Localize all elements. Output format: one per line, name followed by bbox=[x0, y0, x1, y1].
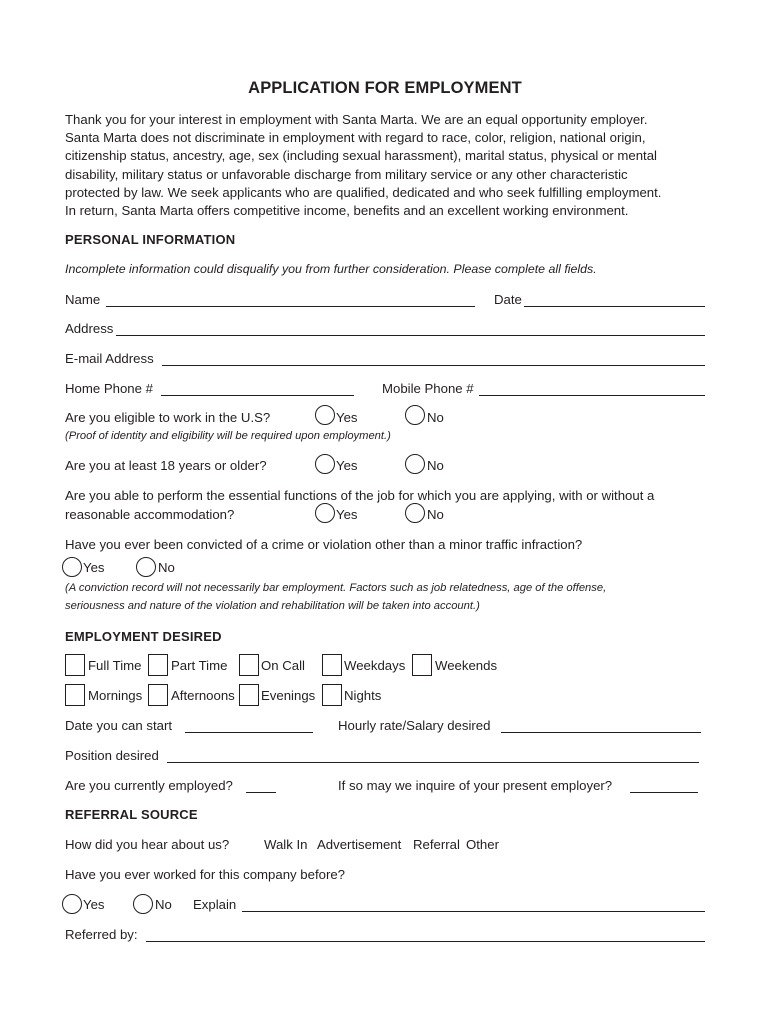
convicted-yes-radio[interactable] bbox=[62, 557, 82, 577]
referred-by-field[interactable] bbox=[146, 941, 705, 942]
employment-desired-heading: EMPLOYMENT DESIRED bbox=[65, 629, 222, 644]
eligible-yes-label: Yes bbox=[336, 410, 358, 425]
afternoons-label: Afternoons bbox=[171, 688, 235, 703]
salary-label: Hourly rate/Salary desired bbox=[338, 718, 491, 733]
age-no-radio[interactable] bbox=[405, 454, 425, 474]
age-yes-label: Yes bbox=[336, 458, 358, 473]
weekdays-label: Weekdays bbox=[344, 658, 406, 673]
position-label: Position desired bbox=[65, 748, 159, 763]
intro-paragraph bbox=[65, 111, 725, 220]
weekdays-checkbox[interactable] bbox=[322, 654, 342, 676]
intro-line: citizenship status, ancestry, age, sex (including sexual harassment), marital status, physical or mental bbox=[65, 148, 657, 164]
intro-line: Thank you for your interest in employment with Santa Marta. We are an equal opportunity employer. bbox=[65, 112, 648, 127]
address-label: Address bbox=[65, 321, 114, 336]
eligible-no-label: No bbox=[427, 410, 444, 425]
position-field[interactable] bbox=[167, 762, 699, 763]
part-time-label: Part Time bbox=[171, 658, 228, 673]
intro-line: protected by law. We seek applicants who are qualified, dedicated and who seek fulfilling employment. bbox=[65, 184, 662, 200]
essential-no-label: No bbox=[427, 507, 444, 522]
personal-info-note: Incomplete information could disqualify you from further consideration. Please complete all fields. bbox=[65, 262, 597, 276]
option-walk-in[interactable]: Walk In bbox=[264, 837, 308, 852]
worked-before-yes-radio[interactable] bbox=[62, 894, 82, 914]
worked-before-no-radio[interactable] bbox=[133, 894, 153, 914]
inquire-label: If so may we inquire of your present employer? bbox=[338, 778, 613, 793]
name-label: Name bbox=[65, 292, 101, 307]
age-question: Are you at least 18 years or older? bbox=[65, 458, 267, 473]
worked-before-no-label: No bbox=[155, 897, 172, 912]
worked-before-question: Have you ever worked for this company before? bbox=[65, 867, 346, 882]
name-field[interactable] bbox=[106, 306, 475, 307]
explain-field[interactable] bbox=[242, 911, 705, 912]
full-time-checkbox[interactable] bbox=[65, 654, 85, 676]
email-field[interactable] bbox=[162, 365, 705, 366]
email-label: E-mail Address bbox=[65, 351, 154, 366]
personal-info-heading: PERSONAL INFORMATION bbox=[65, 232, 236, 247]
eligible-no-radio[interactable] bbox=[405, 405, 425, 425]
essential-question-line2: reasonable accommodation? bbox=[65, 507, 235, 522]
referred-by-label: Referred by: bbox=[65, 927, 138, 942]
home-phone-label: Home Phone # bbox=[65, 381, 153, 396]
mobile-phone-field[interactable] bbox=[479, 395, 705, 396]
employed-field[interactable] bbox=[246, 792, 276, 793]
inquire-field[interactable] bbox=[630, 792, 698, 793]
mornings-label: Mornings bbox=[88, 688, 143, 703]
option-advertisement[interactable]: Advertisement bbox=[317, 837, 402, 852]
essential-yes-radio[interactable] bbox=[315, 503, 335, 523]
explain-label: Explain bbox=[193, 897, 237, 912]
hear-about-label: How did you hear about us? bbox=[65, 837, 230, 852]
age-yes-radio[interactable] bbox=[315, 454, 335, 474]
convicted-note-line1: (A conviction record will not necessarily bar employment. Factors such as job relatedness, age of the offense, bbox=[65, 582, 607, 594]
on-call-label: On Call bbox=[261, 658, 305, 673]
part-time-checkbox[interactable] bbox=[148, 654, 168, 676]
option-other[interactable]: Other bbox=[466, 837, 499, 852]
referral-source-heading: REFERRAL SOURCE bbox=[65, 807, 198, 822]
intro-line: disability, military status or unfavorable discharge from military service or any other characteristic bbox=[65, 166, 628, 182]
convicted-yes-label: Yes bbox=[83, 560, 105, 575]
convicted-no-label: No bbox=[158, 560, 175, 575]
weekends-checkbox[interactable] bbox=[412, 654, 432, 676]
intro-line: In return, Santa Marta offers competitive income, benefits and an excellent working environment. bbox=[65, 203, 629, 219]
form-title: APPLICATION FOR EMPLOYMENT bbox=[248, 79, 522, 97]
evenings-label: Evenings bbox=[261, 688, 316, 703]
mobile-phone-label: Mobile Phone # bbox=[382, 381, 474, 396]
eligible-question: Are you eligible to work in the U.S? bbox=[65, 410, 271, 425]
intro-line: Santa Marta does not discriminate in employment with regard to race, color, religion, national origin, bbox=[65, 130, 646, 146]
convicted-no-radio[interactable] bbox=[136, 557, 156, 577]
evenings-checkbox[interactable] bbox=[239, 684, 259, 706]
on-call-checkbox[interactable] bbox=[239, 654, 259, 676]
option-referral[interactable]: Referral bbox=[413, 837, 460, 852]
worked-before-yes-label: Yes bbox=[83, 897, 105, 912]
age-no-label: No bbox=[427, 458, 444, 473]
nights-label: Nights bbox=[344, 688, 382, 703]
start-date-field[interactable] bbox=[185, 732, 313, 733]
essential-question-line1: Are you able to perform the essential functions of the job for which you are applying, with or without a bbox=[65, 488, 655, 503]
afternoons-checkbox[interactable] bbox=[148, 684, 168, 706]
nights-checkbox[interactable] bbox=[322, 684, 342, 706]
address-field[interactable] bbox=[116, 335, 705, 336]
date-label: Date bbox=[494, 292, 522, 307]
start-date-label: Date you can start bbox=[65, 718, 173, 733]
eligible-yes-radio[interactable] bbox=[315, 405, 335, 425]
employed-label: Are you currently employed? bbox=[65, 778, 233, 793]
full-time-label: Full Time bbox=[88, 658, 142, 673]
essential-yes-label: Yes bbox=[336, 507, 358, 522]
weekends-label: Weekends bbox=[435, 658, 498, 673]
date-field[interactable] bbox=[524, 306, 705, 307]
convicted-note-line2: seriousness and nature of the violation and rehabilitation will be taken into account.) bbox=[65, 600, 480, 612]
mornings-checkbox[interactable] bbox=[65, 684, 85, 706]
eligible-note: (Proof of identity and eligibility will be required upon employment.) bbox=[65, 430, 391, 442]
salary-field[interactable] bbox=[501, 732, 701, 733]
essential-no-radio[interactable] bbox=[405, 503, 425, 523]
home-phone-field[interactable] bbox=[161, 395, 354, 396]
convicted-question: Have you ever been convicted of a crime or violation other than a minor traffic infraction? bbox=[65, 537, 583, 552]
